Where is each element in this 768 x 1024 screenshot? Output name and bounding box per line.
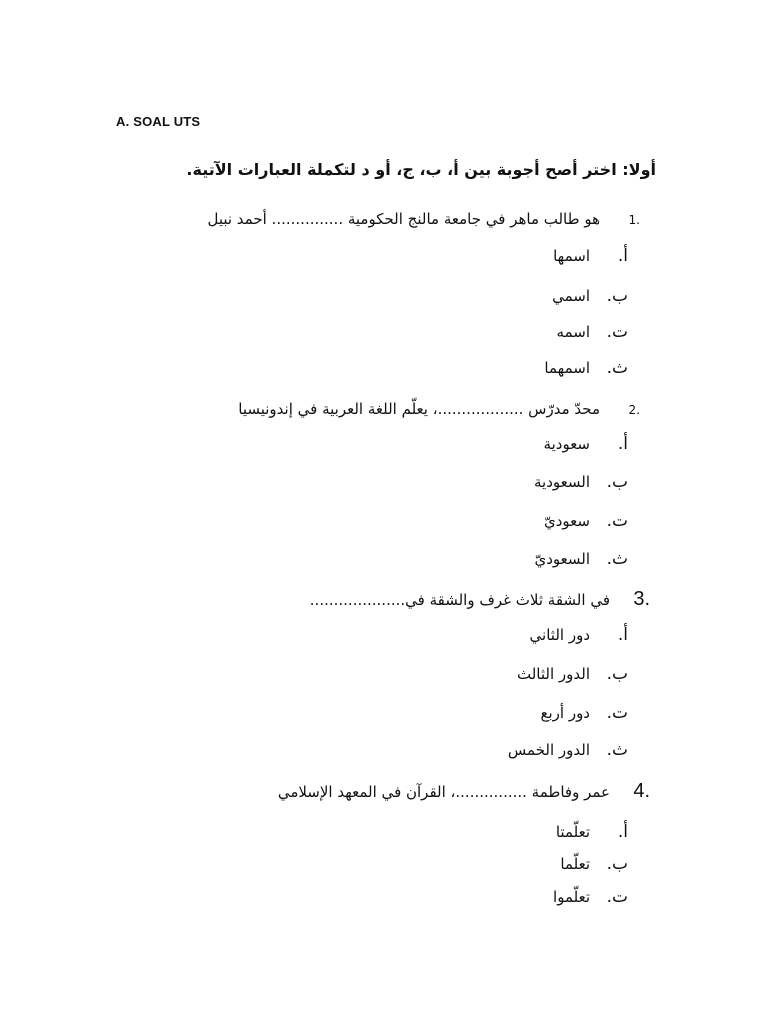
- option-a: [553, 246, 628, 266]
- option-text: اسمها: [553, 247, 590, 265]
- option-text: دور الثاني: [529, 626, 590, 644]
- section-heading: A. SOAL UTS: [116, 114, 201, 129]
- option-d: [534, 549, 628, 569]
- option-c: [544, 511, 628, 531]
- instruction-text: أولا: اختر أصح أجوبة بين أ، ب، ج، أو د لتكملة العبارات الآتية.: [186, 160, 656, 179]
- question-4: [278, 780, 650, 803]
- question-text: هو طالب ماهر في جامعة مالنج الحكومية ............... أحمد نبيل: [207, 210, 600, 228]
- option-text: سعوديّ: [544, 512, 590, 530]
- question-number: .4: [633, 780, 650, 802]
- option-label: أ.: [617, 246, 628, 266]
- question-number: .1: [628, 213, 640, 227]
- option-label: ت.: [606, 322, 628, 342]
- option-c: [540, 703, 628, 723]
- option-c: [553, 887, 628, 907]
- option-text: السعودية: [533, 473, 590, 491]
- option-b: [534, 472, 628, 492]
- option-a: [544, 434, 628, 454]
- option-text: دور أربع: [540, 704, 590, 722]
- option-c: [557, 322, 628, 342]
- option-label: ث.: [606, 740, 628, 760]
- option-text: تعلّمتا: [555, 823, 590, 841]
- option-text: تعلّما: [560, 855, 590, 873]
- option-label: ب.: [606, 472, 628, 492]
- option-text: الدور الثالث: [516, 665, 590, 683]
- question-1: [207, 210, 640, 228]
- option-text: اسمهما: [544, 359, 590, 377]
- option-label: ث.: [606, 358, 628, 378]
- question-number: .3: [633, 588, 650, 610]
- option-text: اسمي: [552, 287, 590, 305]
- option-text: سعودية: [543, 435, 590, 453]
- option-label: أ.: [617, 625, 628, 645]
- question-2: [238, 400, 640, 418]
- option-label: ت.: [606, 703, 628, 723]
- option-label: أ.: [617, 822, 628, 842]
- option-label: ب.: [606, 664, 628, 684]
- option-label: أ.: [617, 434, 628, 454]
- option-b: [517, 664, 628, 684]
- option-label: ت.: [606, 887, 628, 907]
- option-d: [544, 358, 628, 378]
- option-label: ب.: [606, 854, 628, 874]
- question-text: في الشقة ثلاث غرف والشقة في....................: [309, 591, 610, 609]
- question-text: عمر وفاطمة ...............، القرآن في المعهد الإسلامي: [277, 783, 610, 801]
- question-number: .2: [628, 403, 640, 417]
- option-label: ت.: [606, 511, 628, 531]
- option-text: السعوديّ: [534, 550, 590, 568]
- option-text: تعلّموا: [553, 888, 590, 906]
- question-text: محدّ مدرّس ..................، يعلّم اللغة العربية في إندونيسيا: [238, 400, 600, 418]
- option-d: [508, 740, 628, 760]
- option-a: [556, 822, 628, 842]
- option-label: ث.: [606, 549, 628, 569]
- question-3: [310, 588, 650, 611]
- option-b: [552, 286, 628, 306]
- option-text: اسمه: [556, 323, 590, 341]
- option-text: الدور الخمس: [507, 741, 590, 759]
- option-a: [530, 625, 628, 645]
- option-b: [560, 854, 628, 874]
- option-label: ب.: [606, 286, 628, 306]
